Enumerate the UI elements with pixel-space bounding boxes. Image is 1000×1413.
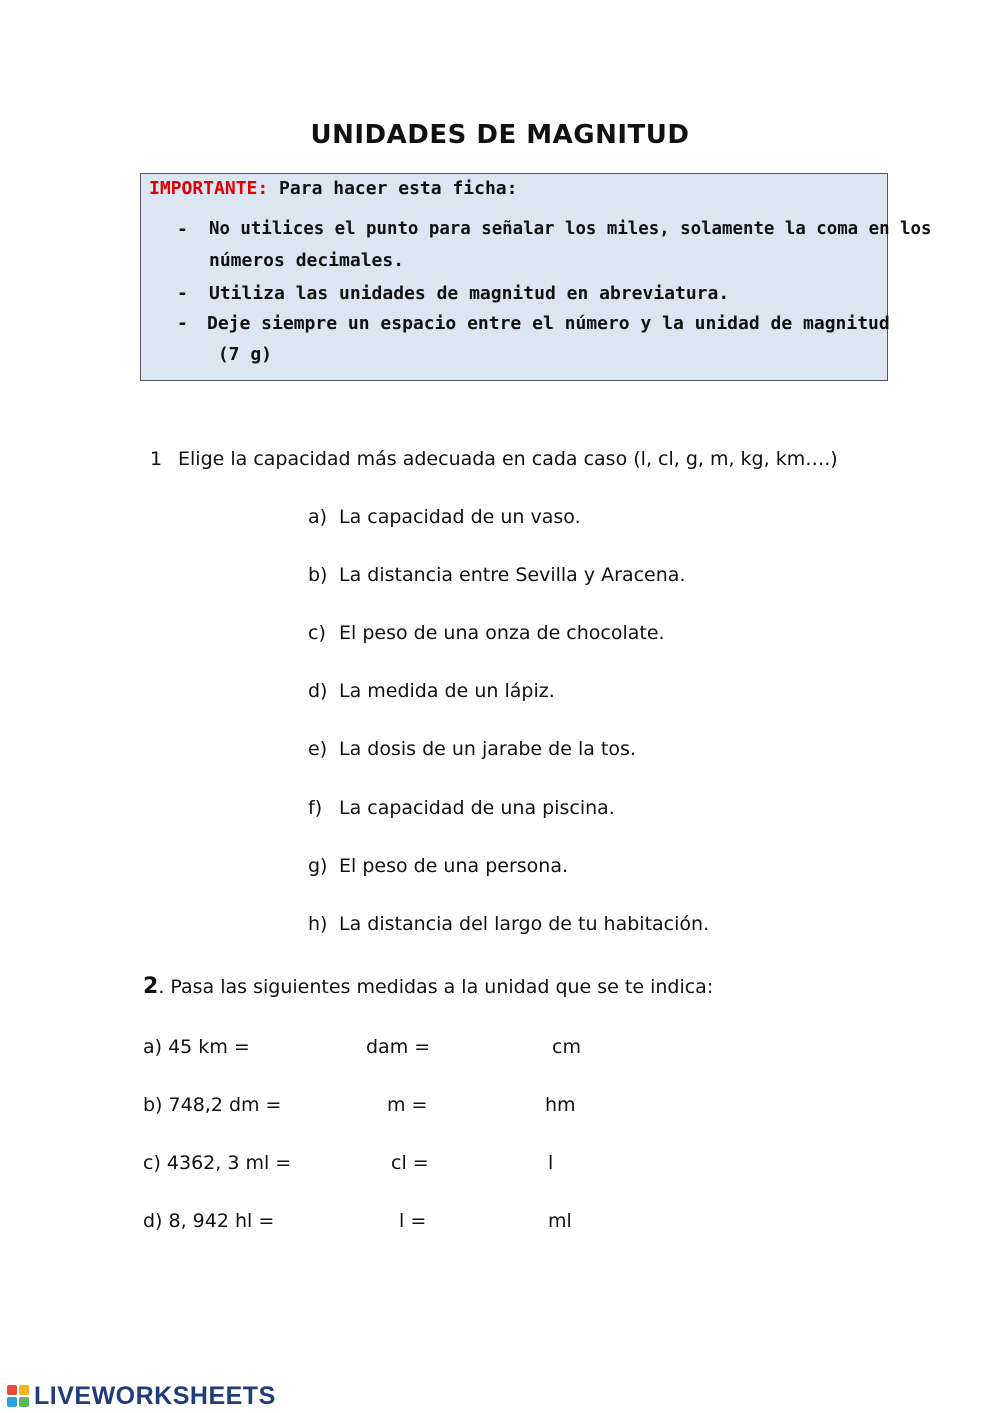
item-text: La dosis de un jarabe de la tos.: [339, 738, 636, 760]
important-notice-box: [140, 173, 932, 381]
rule-text: [209, 278, 889, 309]
item-letter: e): [308, 738, 328, 760]
list-item: [308, 564, 685, 586]
exercise-number: 2: [143, 974, 159, 999]
liveworksheets-footer[interactable]: [6, 1381, 276, 1411]
exercise-2-prompt: [143, 974, 713, 999]
conversion-unit: l: [548, 1152, 554, 1174]
list-item: [308, 738, 636, 760]
list-item: [308, 680, 555, 702]
item-text: La medida de un lápiz.: [339, 680, 555, 702]
conversion-unit: l =: [399, 1210, 427, 1232]
item-letter: a): [308, 506, 328, 528]
item-letter: b): [308, 564, 328, 586]
exercise-1-prompt: [150, 448, 838, 470]
conversion-unit: dam =: [366, 1036, 431, 1058]
rule-text: [209, 214, 932, 276]
item-text: La distancia del largo de tu habitación.: [339, 913, 710, 935]
conversion-unit: hm: [545, 1094, 576, 1116]
item-text: El peso de una persona.: [339, 855, 569, 877]
conversion-given: c) 4362, 3 ml =: [143, 1152, 292, 1174]
brand-name: LIVEWORKSHEETS: [34, 1381, 276, 1410]
rule-text: [207, 308, 890, 370]
item-text: El peso de una onza de chocolate.: [339, 622, 665, 644]
conversion-unit: m =: [387, 1094, 428, 1116]
exercise-text: Elige la capacidad más adecuada en cada caso (l, cl, g, m, kg, km….): [178, 448, 838, 470]
item-letter: d): [308, 680, 328, 702]
exercise-text: . Pasa las siguientes medidas a la unidad que se te indica:: [158, 976, 714, 998]
list-item: [308, 855, 568, 877]
liveworksheets-logo-icon: [6, 1384, 30, 1408]
item-text: La capacidad de un vaso.: [339, 506, 581, 528]
list-item: [308, 622, 665, 644]
item-letter: f): [308, 797, 323, 819]
item-letter: h): [308, 913, 328, 935]
page-title: UNIDADES DE MAGNITUD: [310, 120, 690, 150]
item-letter: c): [308, 622, 326, 644]
list-item: [308, 913, 709, 935]
notice-intro: Para hacer esta ficha:: [268, 178, 518, 199]
notice-heading: [149, 178, 517, 199]
notice-label: IMPORTANTE:: [149, 178, 269, 199]
item-text: La distancia entre Sevilla y Aracena.: [339, 564, 686, 586]
item-letter: g): [308, 855, 328, 877]
item-text: La capacidad de una piscina.: [339, 797, 615, 819]
rule-line: No utilices el punto para señalar los miles, solamente la coma en los: [209, 219, 932, 239]
rule-dash: -: [177, 219, 188, 240]
conversion-unit: ml: [548, 1210, 572, 1232]
conversion-given: d) 8, 942 hl =: [143, 1210, 275, 1232]
conversion-unit: cl =: [391, 1152, 429, 1174]
conversion-unit: cm: [552, 1036, 581, 1058]
rule-line: números decimales.: [209, 250, 405, 271]
list-item: [308, 797, 615, 819]
exercise-number: 1: [150, 448, 163, 470]
conversion-given: a) 45 km =: [143, 1036, 250, 1058]
rule-line: (7 g): [207, 344, 273, 365]
rule-dash: -: [177, 313, 188, 334]
conversion-given: b) 748,2 dm =: [143, 1094, 282, 1116]
rule-line: Utiliza las unidades de magnitud en abreviatura.: [209, 283, 730, 304]
rule-line: Deje siempre un espacio entre el número y la unidad de magnitud: [207, 313, 890, 334]
list-item: [308, 506, 581, 528]
rule-dash: -: [177, 283, 188, 304]
